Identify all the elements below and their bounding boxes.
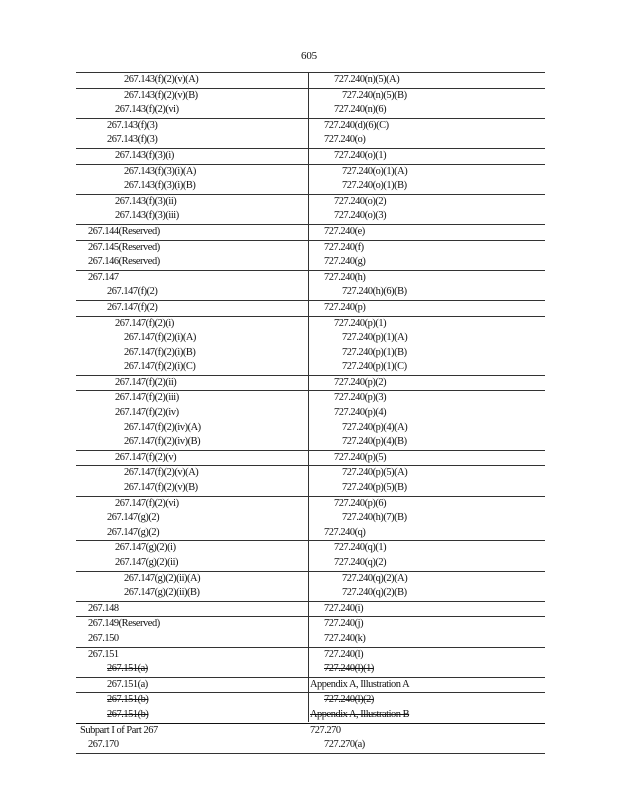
table-row (76, 119, 545, 134)
table-row (76, 556, 545, 572)
table-row (76, 225, 545, 241)
table-row (76, 301, 545, 317)
new-citation-cell: 727.240(p)(1)(A) (342, 332, 408, 344)
table-row (76, 497, 545, 512)
new-citation-cell: 727.240(l) (324, 648, 364, 660)
old-citation-cell: 267.147(f)(2) (107, 286, 158, 298)
new-citation-cell: 727.240(o)(2) (334, 195, 387, 207)
new-citation-cell: 727.240(e) (324, 225, 365, 237)
new-citation-cell: 727.240(p)(1)(B) (342, 346, 407, 358)
new-citation-cell: 727.270(a) (324, 739, 365, 751)
old-citation-cell: 267.143(f)(2)(v)(B) (124, 89, 198, 101)
new-citation-cell: 727.240(p)(4)(A) (342, 421, 408, 433)
old-citation-cell: 267.147(f)(2)(iii) (115, 392, 179, 404)
new-citation-cell: 727.240(q) (324, 526, 366, 538)
old-citation-cell: 267.143(f)(3)(i) (115, 149, 174, 161)
new-citation-cell: 727.240(q)(2)(A) (342, 572, 408, 584)
old-citation-cell: 267.145(Reserved) (88, 241, 160, 253)
table-row (76, 678, 545, 694)
new-citation-cell: 727.240(p)(5)(B) (342, 482, 407, 494)
table-row (76, 179, 545, 195)
old-citation-cell: 267.147(f)(2)(iv)(A) (124, 421, 201, 433)
old-citation-cell: 267.151 (88, 648, 119, 660)
old-citation-cell: 267.147(f)(2)(i) (115, 317, 174, 329)
table-row (76, 285, 545, 301)
old-citation-cell: Subpart I of Part 267 (80, 724, 158, 736)
table-row (76, 133, 545, 149)
new-citation-cell: 727.240(p) (324, 301, 366, 313)
old-citation-cell: 267.143(f)(2)(v)(A) (124, 74, 199, 85)
column-divider (308, 72, 309, 722)
old-citation-cell: 267.151(b) (107, 694, 149, 706)
table-row (76, 149, 545, 165)
table-row (76, 406, 545, 421)
new-citation-cell: 727.240(h) (324, 271, 366, 283)
table-row (76, 376, 545, 392)
table-row (76, 648, 545, 663)
table-row (76, 511, 545, 526)
old-citation-cell: 267.148 (88, 602, 119, 614)
new-citation-cell: 727.240(g) (324, 256, 366, 268)
new-citation-cell: 727.240(p)(5)(A) (342, 467, 408, 479)
new-citation-cell: 727.240(l)(1) (324, 663, 374, 675)
new-citation-cell: 727.240(p)(6) (334, 497, 387, 509)
new-citation-cell: 727.240(o)(1)(B) (342, 180, 407, 192)
old-citation-cell: 267.146(Reserved) (88, 256, 160, 268)
table-row (76, 391, 545, 406)
old-citation-cell: 267.151(a) (107, 663, 148, 675)
table-row (76, 526, 545, 542)
new-citation-cell: Appendix A, Illustration A (310, 678, 410, 690)
old-citation-cell: 267.147(g)(2)(ii)(B) (124, 587, 200, 599)
new-citation-cell: 727.240(n)(6) (334, 104, 387, 116)
table-row (76, 451, 545, 467)
new-citation-cell: 727.240(j) (324, 618, 364, 630)
old-citation-cell: 267.147 (88, 271, 119, 283)
table-row (76, 708, 545, 724)
new-citation-cell: 727.270 (310, 724, 341, 736)
cross-reference-table (76, 72, 545, 754)
table-row (76, 346, 545, 361)
old-citation-cell: 267.147(f)(2)(iv)(B) (124, 436, 201, 448)
old-citation-cell: 267.147(f)(2)(i)(B) (124, 346, 196, 358)
table-row (76, 693, 545, 708)
table-row (76, 103, 545, 119)
table-row (76, 209, 545, 225)
new-citation-cell: 727.240(p)(4)(B) (342, 436, 407, 448)
old-citation-cell: 267.143(f)(3)(i)(A) (124, 165, 196, 177)
old-citation-cell: 267.147(f)(2)(v)(A) (124, 467, 199, 479)
new-citation-cell: 727.240(q)(2)(B) (342, 587, 407, 599)
new-citation-cell: 727.240(o)(1)(A) (342, 165, 408, 177)
table-row (76, 89, 545, 104)
table-row (76, 481, 545, 497)
new-citation-cell: 727.240(o)(3) (334, 210, 387, 222)
table-row (76, 466, 545, 481)
old-citation-cell: 267.147(f)(2)(i)(A) (124, 332, 196, 344)
old-citation-cell: 267.147(f)(2)(vi) (115, 497, 179, 509)
new-citation-cell: 727.240(p)(4) (334, 407, 387, 419)
old-citation-cell: 267.151(b) (107, 708, 149, 720)
new-citation-cell: 727.240(p)(5) (334, 451, 387, 463)
new-citation-cell: 727.240(o) (324, 134, 366, 146)
table-row (76, 435, 545, 451)
new-citation-cell: 727.240(h)(7)(B) (342, 512, 407, 524)
old-citation-cell: 267.147(g)(2) (107, 512, 160, 524)
table-row (76, 255, 545, 271)
new-citation-cell: 727.240(f) (324, 241, 364, 253)
table-row (76, 165, 545, 180)
table-row (76, 195, 545, 210)
new-citation-cell: 727.240(l)(2) (324, 694, 374, 706)
old-citation-cell: 267.147(g)(2)(ii)(A) (124, 572, 201, 584)
new-citation-cell: 727.240(i) (324, 602, 364, 614)
old-citation-cell: 267.147(f)(2)(v)(B) (124, 482, 198, 494)
new-citation-cell: 727.240(n)(5)(B) (342, 89, 407, 101)
old-citation-cell: 267.170 (88, 739, 119, 751)
old-citation-cell: 267.147(f)(2) (107, 301, 158, 313)
old-citation-cell: 267.147(f)(2)(v) (115, 451, 177, 463)
table-row (76, 317, 545, 332)
new-citation-cell: 727.240(h)(6)(B) (342, 286, 407, 298)
table-row (76, 241, 545, 256)
table-row (76, 632, 545, 648)
new-citation-cell: 727.240(n)(5)(A) (334, 74, 400, 85)
table-row (76, 586, 545, 602)
old-citation-cell: 267.147(g)(2)(i) (115, 542, 176, 554)
old-citation-cell: 267.147(g)(2)(ii) (115, 557, 179, 568)
old-citation-cell: 267.149(Reserved) (88, 618, 160, 630)
table-row (76, 572, 545, 587)
page-number: 605 (301, 50, 317, 62)
table-row (76, 738, 545, 754)
table-row (76, 271, 545, 286)
table-row (76, 360, 545, 376)
old-citation-cell: 267.143(f)(3)(i)(B) (124, 180, 196, 192)
old-citation-cell: 267.143(f)(3) (107, 119, 158, 131)
old-citation-cell: 267.147(f)(2)(i)(C) (124, 361, 196, 373)
old-citation-cell: 267.151(a) (107, 678, 148, 690)
table-row (76, 73, 545, 89)
new-citation-cell: 727.240(o)(1) (334, 149, 387, 161)
old-citation-cell: 267.143(f)(3)(ii) (115, 195, 177, 207)
new-citation-cell: 727.240(d)(6)(C) (324, 119, 389, 131)
old-citation-cell: 267.143(f)(2)(vi) (115, 104, 179, 116)
old-citation-cell: 267.150 (88, 632, 119, 644)
new-citation-cell: Appendix A, Illustration B (310, 708, 410, 720)
table-row (76, 421, 545, 436)
table-row (76, 331, 545, 346)
new-citation-cell: 727.240(p)(2) (334, 376, 387, 388)
old-citation-cell: 267.144(Reserved) (88, 225, 160, 237)
table-row (76, 724, 545, 739)
new-citation-cell: 727.240(p)(1) (334, 317, 387, 329)
new-citation-cell: 727.240(q)(2) (334, 557, 387, 568)
new-citation-cell: 727.240(p)(3) (334, 392, 387, 404)
new-citation-cell: 727.240(p)(1)(C) (342, 361, 407, 373)
old-citation-cell: 267.147(f)(2)(ii) (115, 376, 177, 388)
table-row (76, 602, 545, 618)
new-citation-cell: 727.240(q)(1) (334, 542, 387, 554)
old-citation-cell: 267.143(f)(3)(iii) (115, 210, 179, 222)
old-citation-cell: 267.147(f)(2)(iv) (115, 407, 179, 419)
new-citation-cell: 727.240(k) (324, 632, 366, 644)
old-citation-cell: 267.143(f)(3) (107, 134, 158, 146)
table-row (76, 662, 545, 678)
table-row (76, 617, 545, 632)
old-citation-cell: 267.147(g)(2) (107, 526, 160, 538)
table-row (76, 541, 545, 556)
